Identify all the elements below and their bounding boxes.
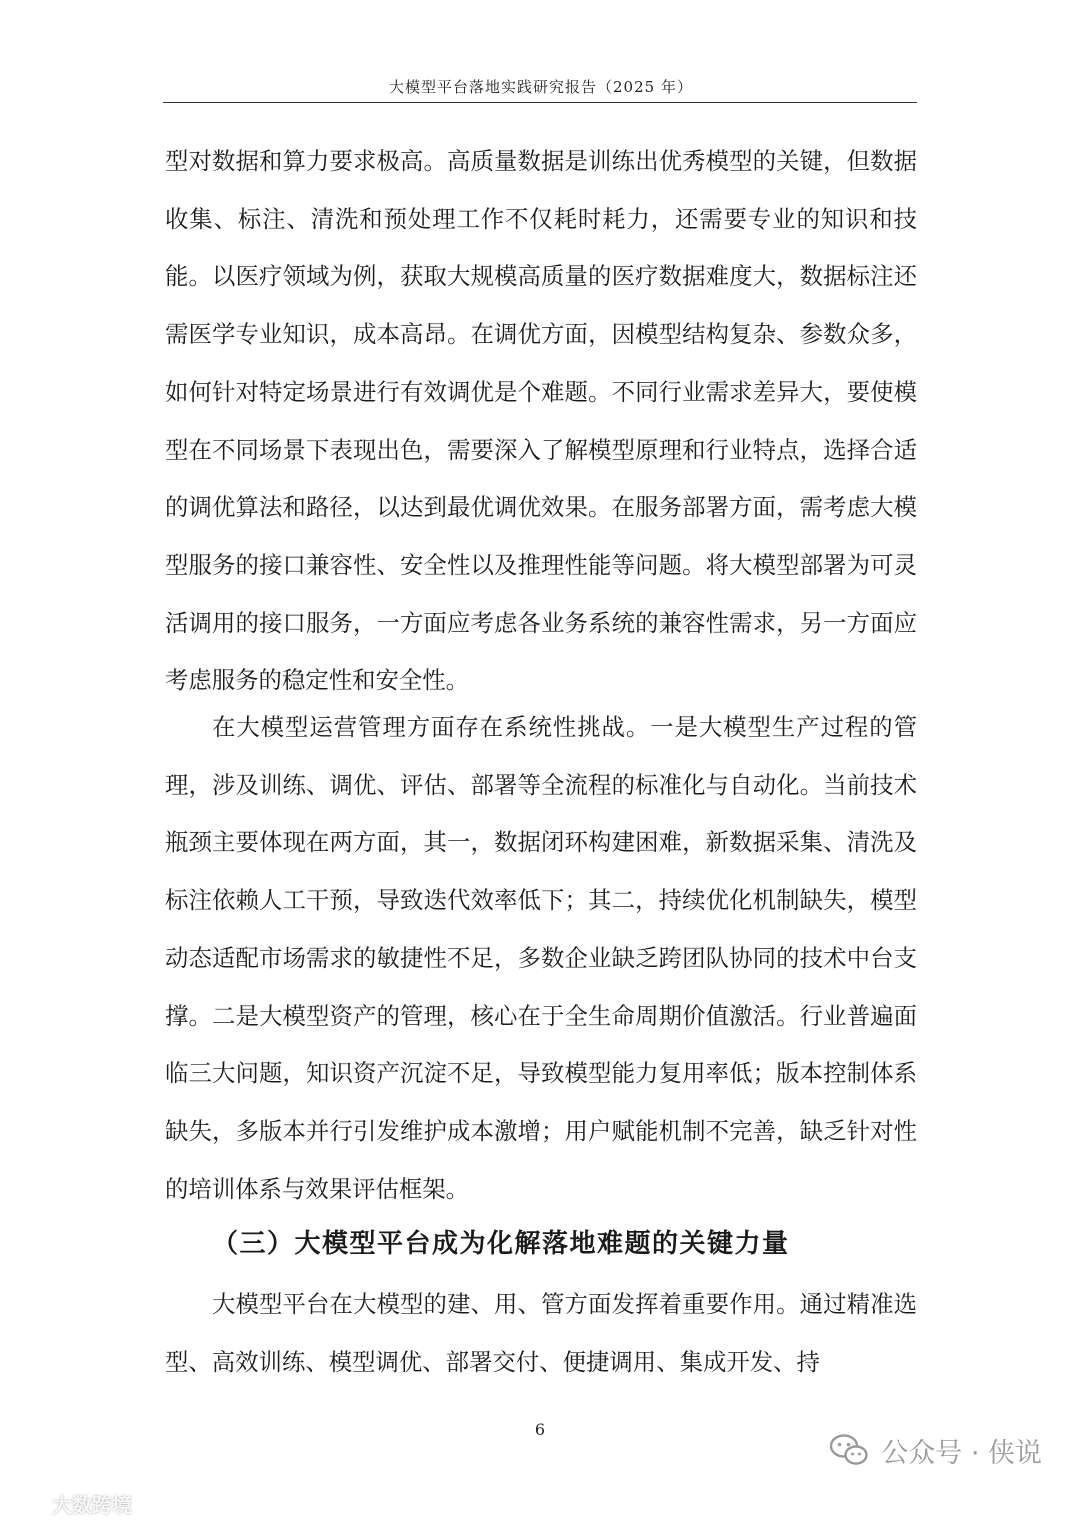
lead-phrase-deployment: 在服务部署方面 (611, 493, 777, 522)
lead-phrase-platform: 大模型平台在大模型的建、用、管方面发挥着重要作用。 (212, 1290, 800, 1318)
lead-phrase-operations: 在大模型运营管理方面存在系统性挑战。 (212, 713, 651, 741)
lead-phrase-tuning: 在调优方面 (470, 320, 589, 349)
wechat-watermark (829, 1430, 1042, 1470)
paragraph-operations-management (165, 699, 917, 1218)
weibo-icon (6, 1490, 46, 1516)
section-heading: （三）大模型平台成为化解落地难题的关键力量 (212, 1229, 790, 1259)
paragraph-text: 一是大模型生产过程的管理，涉及训练、调优、评估、部署等全流程的标准化与自动化。当前技术瓶颈主要体现在两方面，其一，数据闭环构建困难，新数据采集、清洗及标注依赖人工干预，导致迭代效率低下；其二，持续优化机制缺失，模型动态适配市场需求的敏捷性不足，多数企业缺乏跨团队协同的技术中台支撑。二是大模型资产的管理，核心在于全生命周期价值激活。行业普遍面临三大问题，知识资产沉淀不足，导致模型能力复用率低；版本控制体系缺失，多版本并行引发维护成本激增；用户赋能机制不完善，缺乏针对性的培训体系与效果评估框架。 (165, 713, 918, 1203)
paragraph-platform-role (165, 1276, 917, 1391)
page-number: 6 (534, 1420, 546, 1439)
paragraph-text: ，因模型结构复杂、参数众多，如何针对特定场景进行有效调优是个难题。不同行业需求差异大，要使模型在不同场景下表现出色，需要深入了解模型原理和行业特点，选择合适的调优算法和路径，以达到最优调优效果。 (165, 320, 918, 522)
weibo-watermark (6, 1488, 132, 1518)
header-divider (163, 102, 917, 103)
paragraph-text: ，需考虑大模型服务的接口兼容性、安全性以及推理性能等问题。将大模型部署为可灵活调用的接口服务，一方面应考虑各业务系统的兼容性需求，另一方面应考虑服务的稳定性和安全性。 (165, 493, 918, 695)
wechat-icon (829, 1433, 869, 1467)
wechat-watermark-text: 公众号 · 侠说 (881, 1437, 1042, 1469)
weibo-watermark-text: 大数跨境 (52, 1492, 132, 1517)
paragraph-challenges-continued (165, 133, 917, 710)
paragraph-text: 型对数据和算力要求极高。高质量数据是训练出优秀模型的关键，但数据收集、标注、清洗和预处理工作不仅耗时耗力，还需要专业的知识和技能。以医疗领域为例，获取大规模高质量的医疗数据难度大，数据标注还需医学专业知识，成本高昂。 (165, 147, 917, 349)
paragraph-text: 通过精准选型、高效训练、模型调优、部署交付、便捷调用、集成开发、持 (165, 1290, 917, 1376)
running-header: 大模型平台落地实践研究报告（2025 年） (389, 78, 693, 96)
